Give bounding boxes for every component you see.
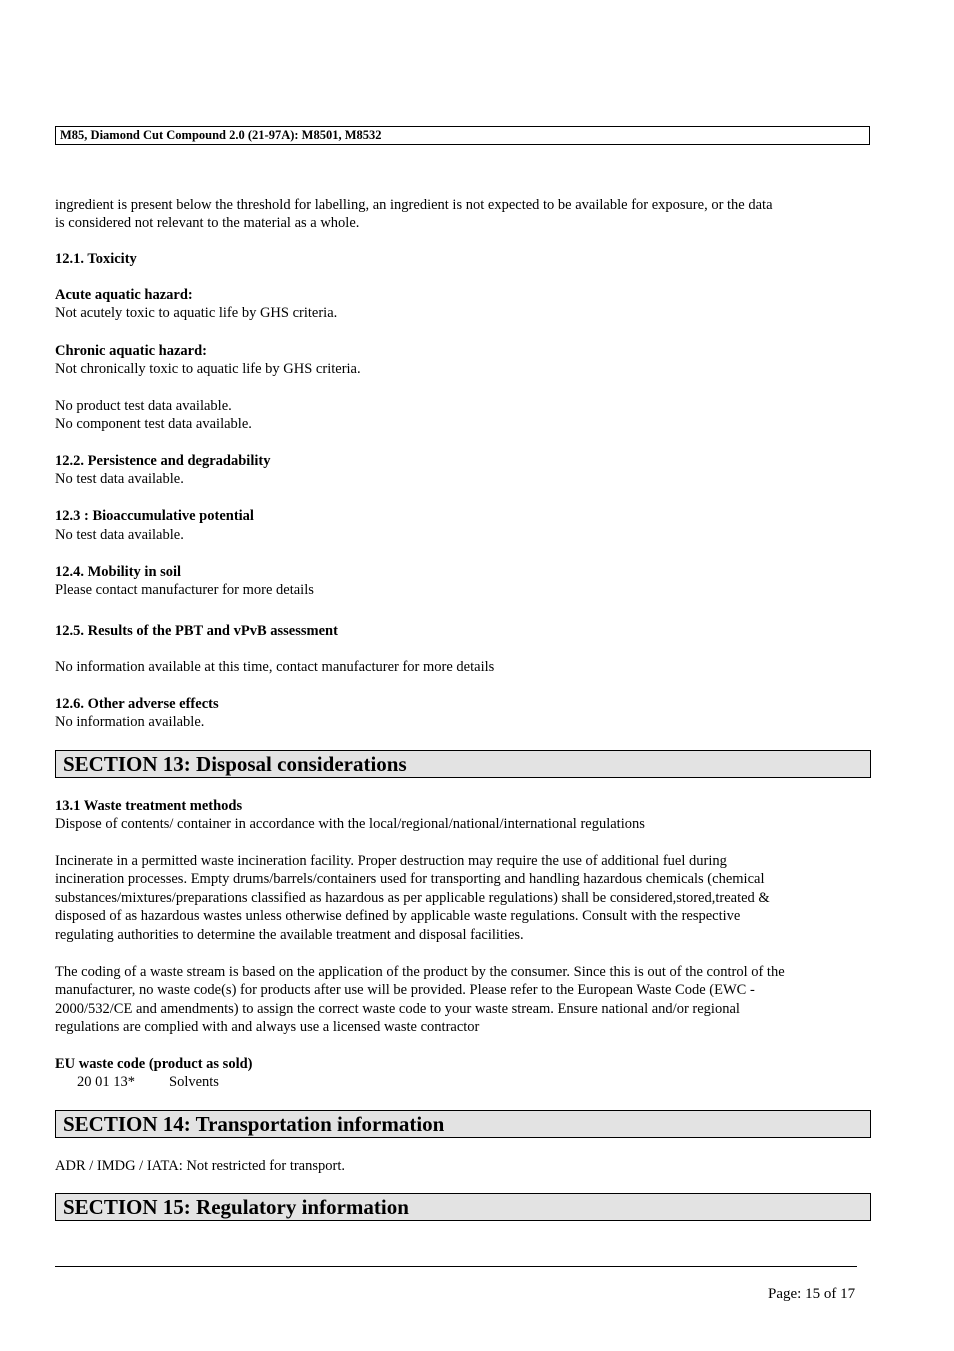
incinerate-line-5: regulating authorities to determine the available treatment and disposal facilities.	[55, 927, 524, 943]
mobility-heading: 12.4. Mobility in soil	[55, 564, 182, 580]
waste-treatment-heading: 13.1 Waste treatment methods	[55, 798, 243, 814]
eu-waste-code-heading: EU waste code (product as sold)	[55, 1056, 253, 1072]
incinerate-line-1: Incinerate in a permitted waste incineration facility. Proper destruction may require the use of additional fuel during	[55, 853, 727, 869]
no-component-text: No component test data available.	[55, 416, 252, 432]
intro-line-1: ingredient is present below the threshold for labelling, an ingredient is not expected to be available for exposure, or the data	[55, 197, 773, 213]
eu-waste-description: Solvents	[169, 1074, 219, 1090]
footer-divider	[55, 1266, 857, 1267]
no-product-text: No product test data available.	[55, 398, 232, 414]
chronic-text: Not chronically toxic to aquatic life by GHS criteria.	[55, 361, 361, 377]
coding-line-1: The coding of a waste stream is based on the application of the product by the consumer. Since this is out of the control of the	[55, 964, 785, 980]
other-effects-heading: 12.6. Other adverse effects	[55, 696, 219, 712]
bioaccumulative-heading: 12.3 : Bioaccumulative potential	[55, 508, 254, 524]
persistence-text: No test data available.	[55, 471, 184, 487]
incinerate-line-3: substances/mixtures/preparations classified as hazardous as per applicable regulations) shall be considered,stored,treated &	[55, 890, 770, 906]
bioaccumulative-text: No test data available.	[55, 527, 184, 543]
acute-text: Not acutely toxic to aquatic life by GHS criteria.	[55, 305, 338, 321]
waste-treatment-text: Dispose of contents/ container in accordance with the local/regional/national/international regulations	[55, 816, 645, 832]
other-effects-text: No information available.	[55, 714, 205, 730]
coding-line-2: manufacturer, no waste code(s) for products after use will be provided. Please refer to the European Waste Code (EWC -	[55, 982, 755, 998]
chronic-heading: Chronic aquatic hazard:	[55, 343, 207, 359]
acute-heading: Acute aquatic hazard:	[55, 287, 193, 303]
section-15-title: SECTION 15: Regulatory information	[55, 1193, 871, 1221]
section-13-title: SECTION 13: Disposal considerations	[55, 750, 871, 778]
pbt-text: No information available at this time, contact manufacturer for more details	[55, 659, 495, 675]
intro-line-2: is considered not relevant to the material as a whole.	[55, 215, 360, 231]
pbt-heading: 12.5. Results of the PBT and vPvB assessment	[55, 623, 338, 639]
section-14-title: SECTION 14: Transportation information	[55, 1110, 871, 1138]
coding-line-4: regulations are complied with and always use a licensed waste contractor	[55, 1019, 480, 1035]
incinerate-line-4: disposed of as hazardous wastes unless otherwise defined by applicable waste regulations. Consult with the respective	[55, 908, 741, 924]
toxicity-heading: 12.1. Toxicity	[55, 251, 137, 267]
transport-text: ADR / IMDG / IATA: Not restricted for transport.	[55, 1158, 345, 1174]
persistence-heading: 12.2. Persistence and degradability	[55, 453, 271, 469]
coding-line-3: 2000/532/CE and amendments) to assign the correct waste code to your waste stream. Ensure national and/or regional	[55, 1001, 740, 1017]
incinerate-line-2: incineration processes. Empty drums/barrels/containers used for transporting and handling hazardous chemicals (chemical	[55, 871, 765, 887]
page-number: Page: 15 of 17	[768, 1286, 856, 1302]
eu-waste-code: 20 01 13*	[77, 1074, 135, 1090]
mobility-text: Please contact manufacturer for more details	[55, 582, 314, 598]
document-header: M85, Diamond Cut Compound 2.0 (21-97A): M8501, M8532	[55, 126, 870, 145]
